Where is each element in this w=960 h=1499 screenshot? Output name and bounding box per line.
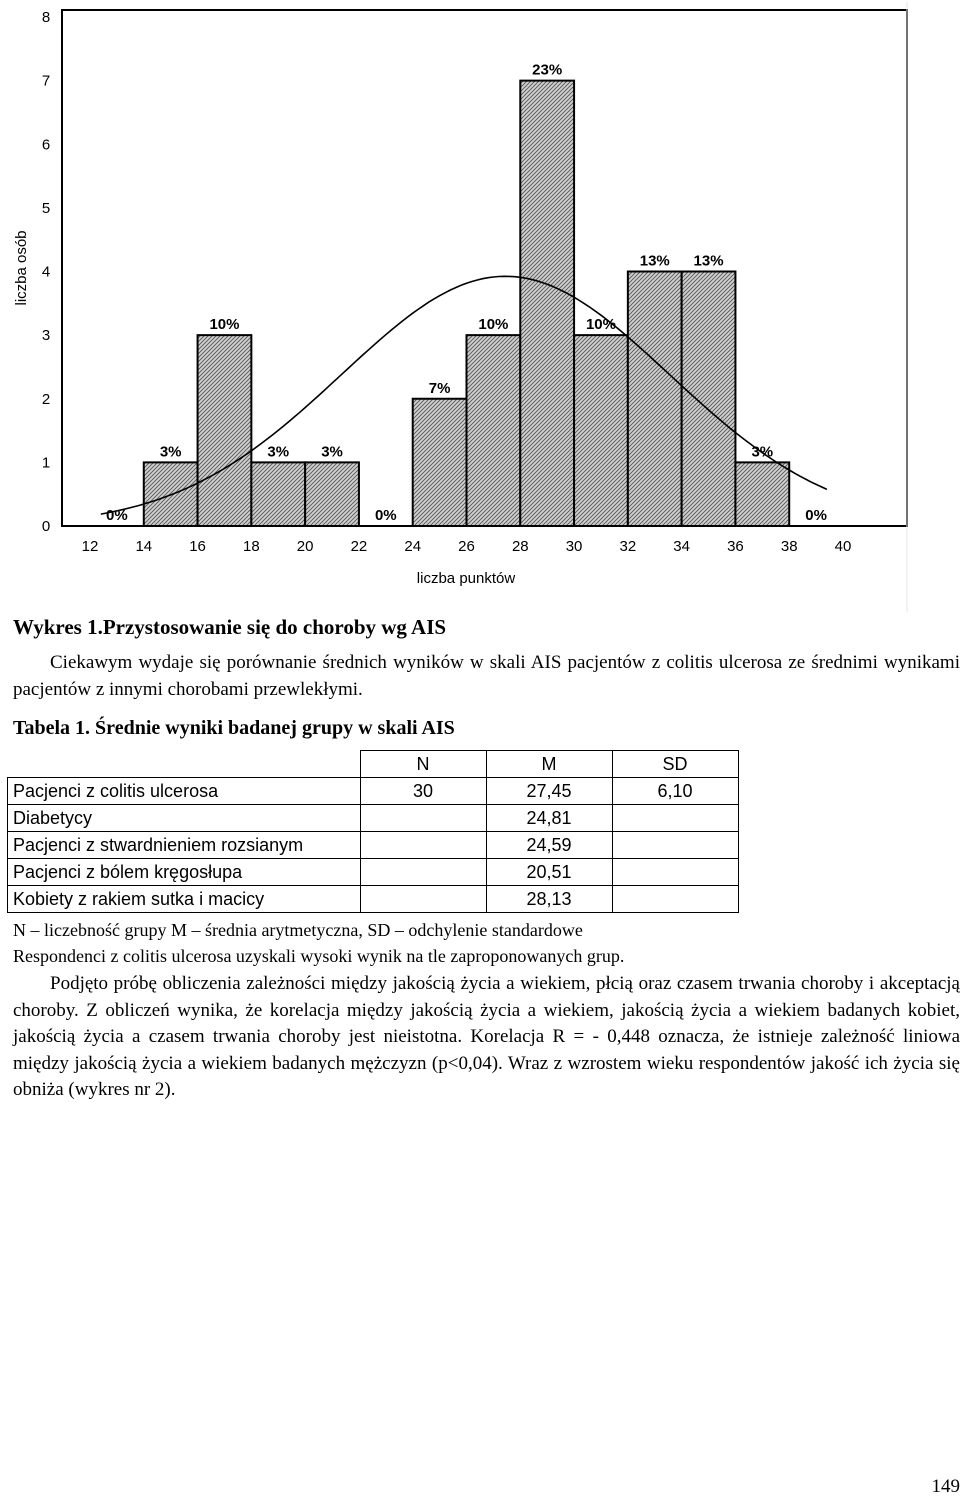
table-row (8, 886, 739, 913)
bar-percent-label: 23% (532, 61, 563, 79)
table-row (8, 832, 739, 859)
y-tick-label: 8 (41, 9, 51, 26)
x-tick-label: 14 (135, 538, 153, 555)
bar-percent-label: 10% (585, 316, 616, 334)
bar-percent-label: 3% (321, 443, 343, 461)
x-tick-label: 36 (727, 538, 744, 555)
bar (735, 462, 789, 526)
bar-percent-label: 0% (106, 507, 128, 524)
y-tick-label: 6 (41, 136, 51, 154)
bar (305, 462, 359, 526)
table-cell-n (360, 886, 486, 913)
x-tick-label: 12 (81, 538, 99, 555)
x-tick-label: 40 (834, 538, 852, 555)
table-cell-n (360, 859, 486, 886)
x-tick-label: 38 (780, 538, 798, 555)
x-tick-label: 16 (189, 538, 206, 555)
table-row (8, 778, 739, 805)
y-tick-label: 4 (41, 263, 51, 281)
y-tick-label: 7 (41, 72, 51, 90)
bar (628, 272, 682, 527)
bar-percent-label: 3% (267, 443, 290, 461)
x-tick-label: 18 (243, 538, 260, 555)
bar-percent-label: 10% (209, 316, 240, 334)
x-axis-label: liczba punktów (416, 570, 516, 587)
bar-percent-label: 10% (478, 316, 509, 334)
y-tick-label: 0 (41, 518, 51, 535)
bar (574, 335, 628, 526)
table-cell-group: Diabetycy (8, 805, 361, 832)
bar (520, 81, 574, 526)
x-tick-label: 26 (458, 538, 475, 555)
y-tick-label: 2 (41, 390, 51, 408)
respondents-note: Respondenci z colitis ulcerosa uzyskali wysoki wynik na tle zaproponowanych grup. (13, 946, 625, 966)
results-table (7, 750, 739, 913)
y-axis-label: liczba osób (13, 230, 30, 306)
bar-percent-label: 7% (428, 379, 451, 397)
table-cell-sd: 6,10 (612, 778, 738, 805)
bar-percent-label: 0% (374, 507, 397, 524)
table-cell-m: 24,59 (486, 832, 612, 859)
table-header-row (8, 751, 739, 778)
x-tick-label: 34 (673, 538, 690, 555)
body-paragraph: Podjęto próbę obliczenia zależności między jakością życia a wiekiem, płcią oraz czasem trwania choroby i akceptacją choroby. Z obliczeń wynika, że korelacja między jakością życia a wiekiem, jakością życia a wiekiem badanych kobiet, jakością życia a czasem trwania choroby jest nieistotna. Korelacja R = - 0,448 oznacza, że istnieje zależność liniowa między jakością życia a wiekiem badanych mężczyzn (p<0,04). Wraz z wzrostem wieku respondentów jakość ich życia się obniża (wykres nr 2). (13, 973, 960, 1100)
bar (682, 272, 736, 527)
intro-paragraph: Ciekawym wydaje się porównanie średnich wyników w skali AIS pacjentów z colitis ulcerosa ze średnimi wynikami pacjentów z innymi chorobami przewlekłymi. (13, 652, 960, 700)
bar (198, 335, 252, 526)
histogram-chart (0, 0, 960, 615)
table-legend: N – liczebność grupy M – średnia arytmetyczna, SD – odchylenie standardowe (13, 920, 583, 940)
x-tick-label: 30 (565, 538, 583, 555)
table-cell-group: Kobiety z rakiem sutka i macicy (8, 886, 361, 913)
table-cell-group: Pacjenci z stwardnieniem rozsianym (8, 832, 361, 859)
y-tick-label: 3 (41, 327, 51, 345)
table-cell-n (360, 805, 486, 832)
table-cell-sd (612, 832, 738, 859)
table-title: Tabela 1. Średnie wyniki badanej grupy w skali AIS (13, 717, 455, 739)
bar-percent-label: 3% (751, 443, 774, 461)
bar-percent-label: 13% (693, 252, 724, 270)
x-tick-label: 28 (511, 538, 529, 555)
x-tick-label: 20 (296, 538, 314, 555)
y-tick-label: 5 (41, 199, 51, 217)
table-header-cell: N (360, 751, 486, 778)
page-number: 149 (931, 1476, 960, 1497)
figure-caption: Wykres 1.Przystosowanie się do choroby wg AIS (13, 615, 447, 639)
table-cell-group: Pacjenci z bólem kręgosłupa (8, 859, 361, 886)
table-cell-m: 28,13 (486, 886, 612, 913)
bar (413, 399, 467, 526)
x-tick-label: 24 (404, 538, 422, 555)
table-cell-sd (612, 886, 738, 913)
bar-percent-label: 13% (639, 252, 670, 270)
bar (251, 462, 305, 526)
table-cell-m: 27,45 (486, 778, 612, 805)
table-cell-m: 24,81 (486, 805, 612, 832)
x-tick-label: 32 (619, 538, 637, 555)
table-cell-sd (612, 805, 738, 832)
table-header-cell (8, 751, 361, 778)
bar (467, 335, 521, 526)
table-cell-n (360, 832, 486, 859)
table-header-cell: SD (612, 751, 738, 778)
y-tick-label: 1 (41, 454, 51, 472)
bar-percent-label: 3% (159, 443, 182, 461)
table-row (8, 805, 739, 832)
table-cell-sd (612, 859, 738, 886)
table-header-cell: M (486, 751, 612, 778)
table-cell-m: 20,51 (486, 859, 612, 886)
x-tick-label: 22 (350, 538, 368, 555)
table-cell-group: Pacjenci z colitis ulcerosa (8, 778, 361, 805)
bar-percent-label: 0% (805, 507, 827, 524)
table-cell-n: 30 (360, 778, 486, 805)
table-row (8, 859, 739, 886)
